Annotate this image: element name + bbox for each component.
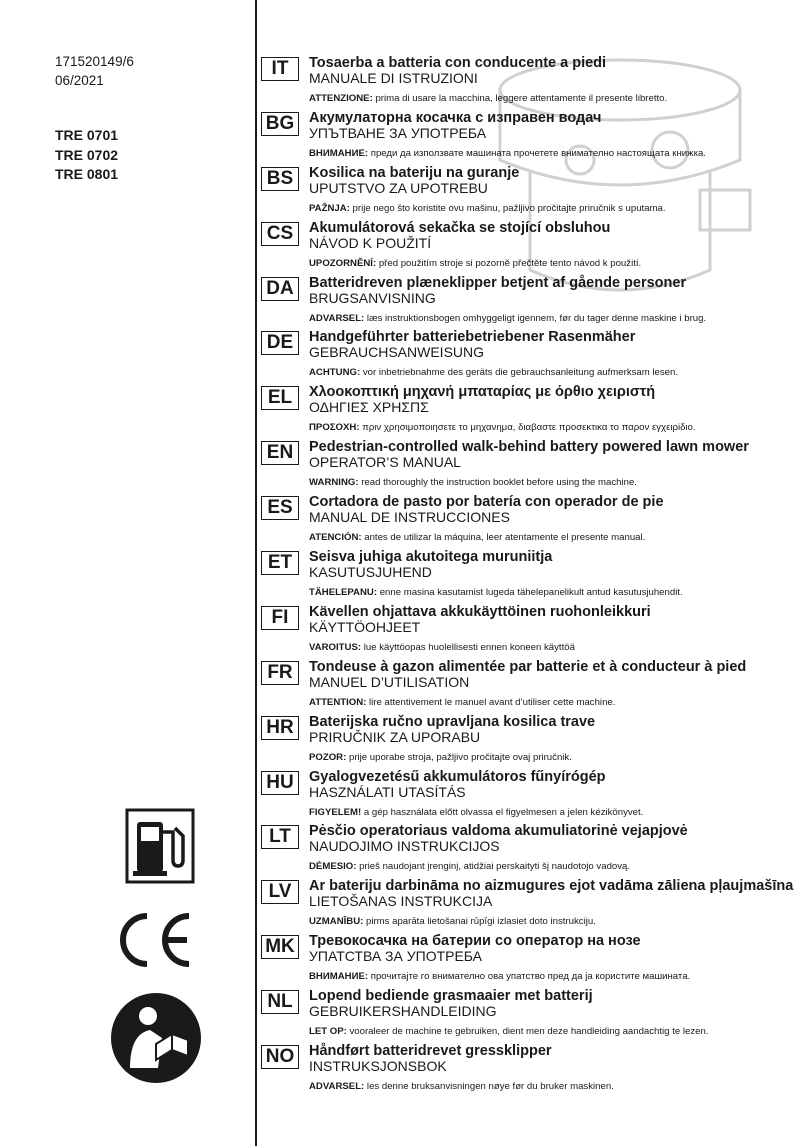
language-code-badge: DE <box>261 331 299 355</box>
warning-label: ADVARSEL: <box>309 1081 365 1093</box>
warning-body: lire attentivement le manuel avant d’utiliser cette machine. <box>366 696 616 708</box>
manual-subtitle: UPUTSTVO ZA UPOTREBU <box>309 179 488 196</box>
manual-subtitle: KASUTUSJUHEND <box>309 564 432 581</box>
product-title: Lopend bediende grasmaaier met batterij <box>309 988 593 1005</box>
warning-text <box>309 752 572 764</box>
warning-text <box>309 313 706 325</box>
model-list <box>55 126 118 185</box>
warning-label: WARNING: <box>309 477 359 489</box>
product-title: Akumulátorová sekačka se stojící obsluhou <box>309 219 611 236</box>
warning-body: read thoroughly the instruction booklet before using the machine. <box>358 477 637 489</box>
warning-label: ВНИМАНИЕ: <box>309 971 369 983</box>
warning-label: LET OP: <box>309 1026 347 1038</box>
product-title: Тревокосачка на батерии со оператор на нозе <box>309 933 641 950</box>
manual-subtitle: УПАТСТВА ЗА УПОТРЕБА <box>309 948 483 965</box>
product-title: Cortadora de pasto por batería con operador de pie <box>309 494 664 511</box>
language-entry-bg <box>261 110 801 165</box>
product-title: Kosilica na bateriju na guranje <box>309 164 520 181</box>
language-list <box>261 55 801 1098</box>
document-number: 171520149/6 <box>55 54 134 69</box>
ce-mark-icon <box>113 910 195 970</box>
warning-text <box>309 642 575 654</box>
language-entry-lv <box>261 878 801 933</box>
language-code-badge: HR <box>261 716 299 740</box>
warning-body: lue käyttöopas huolellisesti ennen koneen käyttöä <box>361 641 575 653</box>
document-date: 06/2021 <box>55 73 104 88</box>
document-info <box>55 52 134 90</box>
warning-text <box>309 916 596 928</box>
language-code-badge: BG <box>261 112 299 136</box>
language-entry-de <box>261 329 801 384</box>
language-code-badge: LT <box>261 825 299 849</box>
warning-body: læs instruktionsbogen omhyggeligt igennem, før du tager denne maskine i brug. <box>364 312 707 324</box>
language-code-badge: EL <box>261 386 299 410</box>
language-entry-mk <box>261 933 801 988</box>
warning-label: ATTENTION: <box>309 696 367 708</box>
warning-text <box>309 93 667 105</box>
warning-text <box>309 807 643 819</box>
warning-body: πριν χρησιμοποιησετε το μηχανημα, διαβαστε προσεκτικα το παρον εγχειρiδιο. <box>359 422 696 434</box>
warning-label: DĖMESIO: <box>309 861 357 873</box>
language-entry-it <box>261 55 801 110</box>
warning-body: prije nego što koristite ovu mašinu, pažljivo pročitajte priručnik s uputama. <box>349 202 666 214</box>
warning-text <box>309 861 630 873</box>
warning-label: ATENCIÓN: <box>309 532 362 544</box>
language-entry-hr <box>261 714 801 769</box>
product-title: Seisva juhiga akutoitega muruniitja <box>309 549 553 566</box>
language-code-badge: FI <box>261 606 299 630</box>
model-name: TRE 0702 <box>55 146 119 163</box>
language-code-badge: CS <box>261 222 299 246</box>
manual-subtitle: MANUEL D’UTILISATION <box>309 673 470 690</box>
manual-subtitle: УПЪТВАНЕ ЗА УПОТРЕБА <box>309 124 487 141</box>
language-code-badge: DA <box>261 277 299 301</box>
warning-label: FIGYELEM! <box>309 806 362 818</box>
warning-body: прочитајте го внимателно ова упатство пред да ја користите машината. <box>368 971 691 983</box>
warning-label: PAŽNJA: <box>309 202 350 214</box>
warning-label: POZOR: <box>309 751 347 763</box>
manual-subtitle: KÄYTTÖOHJEET <box>309 618 421 635</box>
warning-text <box>309 367 678 379</box>
language-code-badge: IT <box>261 57 299 81</box>
warning-label: ΠΡΟΣΟΧΗ: <box>309 422 360 434</box>
language-code-badge: NL <box>261 990 299 1014</box>
warning-body: a gép használata előtt olvassa el figyelmesen a jelen kézikönyvet. <box>361 806 644 818</box>
language-entry-fi <box>261 604 801 659</box>
product-title: Baterijska ručno upravljana kosilica trave <box>309 713 596 730</box>
warning-text <box>309 587 683 599</box>
manual-subtitle: LIETOŠANAS INSTRUKCIJA <box>309 893 493 910</box>
product-title: Handgeführter batteriebetriebener Rasenmäher <box>309 329 636 346</box>
product-title: Акумулаторна косачка с изправен водач <box>309 109 602 126</box>
warning-label: UPOZORNĚNÍ: <box>309 257 377 269</box>
manual-subtitle: BRUGSANVISNING <box>309 289 436 306</box>
language-entry-es <box>261 494 801 549</box>
language-code-badge: NO <box>261 1045 299 1069</box>
warning-text <box>309 258 641 270</box>
read-manual-icon <box>110 992 202 1084</box>
warning-body: les denne bruksanvisningen nøye før du bruker maskinen. <box>364 1081 614 1093</box>
language-entry-en <box>261 439 801 494</box>
warning-label: UZMANĪBU: <box>309 916 364 928</box>
manual-subtitle: PRIRUČNIK ZA UPORABU <box>309 728 481 745</box>
warning-body: pirms aparāta lietošanai rūpīgi izlasiet doto instrukciju. <box>363 916 596 928</box>
product-title: Tosaerba a batteria con conducente a piedi <box>309 55 607 71</box>
language-code-badge: LV <box>261 880 299 904</box>
language-code-badge: HU <box>261 771 299 795</box>
warning-label: TÄHELEPANU: <box>309 587 378 599</box>
manual-subtitle: HASZNÁLATI UTASÍTÁS <box>309 783 466 800</box>
warning-body: prije uporabe stroja, pažljivo pročitajte ovaj priručnik. <box>346 751 572 763</box>
language-entry-da <box>261 275 801 330</box>
language-entry-lt <box>261 823 801 878</box>
product-title: Batteridreven plæneklipper betjent af gående personer <box>309 274 687 291</box>
language-code-badge: EN <box>261 441 299 465</box>
manual-subtitle: ΟΔΗΓΙΕΣ ΧΡΗΣΠΣ <box>309 399 429 416</box>
language-entry-cs <box>261 220 801 275</box>
warning-body: antes de utilizar la máquina, leer atentamente el presente manual. <box>361 532 646 544</box>
product-title: Tondeuse à gazon alimentée par batterie et à conducteur à pied <box>309 658 747 675</box>
model-name: TRE 0801 <box>55 166 119 182</box>
manual-subtitle: OPERATOR’S MANUAL <box>309 454 461 471</box>
product-title: Kävellen ohjattava akkukäyttöinen ruohonleikkuri <box>309 603 651 620</box>
language-code-badge: FR <box>261 661 299 685</box>
warning-label: VAROITUS: <box>309 641 362 653</box>
product-title: Gyalogvezetésű akkumulátoros fűnyírógép <box>309 768 606 785</box>
warning-label: ATTENZIONE: <box>309 93 373 104</box>
vertical-divider <box>255 0 257 1146</box>
manual-subtitle: NÁVOD K POUŽITÍ <box>309 234 432 251</box>
language-code-badge: ES <box>261 496 299 520</box>
language-code-badge: BS <box>261 167 299 191</box>
warning-text <box>309 203 666 215</box>
warning-label: ACHTUNG: <box>309 367 361 379</box>
warning-text <box>309 1026 708 1038</box>
warning-body: prieš naudojant įrenginį, atidžiai perskaityti šį naudotojo vadovą. <box>356 861 631 873</box>
manual-subtitle: MANUAL DE INSTRUCCIONES <box>309 509 510 526</box>
manual-subtitle: NAUDOJIMO INSTRUKCIJOS <box>309 838 500 855</box>
fuel-pump-icon <box>125 808 195 884</box>
product-title: Pėsčio operatoriaus valdoma akumuliatorinė vejapjovė <box>309 823 688 840</box>
model-name: TRE 0701 <box>55 127 119 143</box>
manual-subtitle: GEBRAUCHSANWEISUNG <box>309 344 485 361</box>
language-entry-nl <box>261 988 801 1043</box>
warning-text <box>309 697 615 709</box>
warning-text <box>309 532 645 544</box>
warning-body: vooraleer de machine te gebruiken, dient men deze handleiding aandachtig te lezen. <box>346 1026 709 1038</box>
manual-subtitle: INSTRUKSJONSBOK <box>309 1058 447 1075</box>
warning-text <box>309 422 696 434</box>
manual-subtitle: MANUALE DI ISTRUZIONI <box>309 70 478 86</box>
product-title: Håndført batteridrevet gressklipper <box>309 1043 552 1060</box>
language-entry-et <box>261 549 801 604</box>
warning-body: vor inbetriebnahme des geräts die gebrauchsanleitung aufmerksam lesen. <box>360 367 679 379</box>
language-entry-hu <box>261 769 801 824</box>
warning-text <box>309 1081 614 1093</box>
language-entry-bs <box>261 165 801 220</box>
language-code-badge: ET <box>261 551 299 575</box>
language-entry-no <box>261 1043 801 1098</box>
warning-body: enne masina kasutamist lugeda tähelepanelikult antud kasutusjuhendit. <box>377 587 683 599</box>
warning-text <box>309 971 690 983</box>
language-entry-el <box>261 384 801 439</box>
warning-text <box>309 148 706 160</box>
warning-label: ADVARSEL: <box>309 312 365 324</box>
warning-body: před použitím stroje si pozorně přečtěte tento návod k použití. <box>376 257 642 269</box>
product-title: Pedestrian-controlled walk-behind battery powered lawn mower <box>309 439 749 456</box>
warning-body: prima di usare la macchina, leggere attentamente il presente libretto. <box>372 93 668 104</box>
language-code-badge: MK <box>261 935 299 959</box>
warning-text <box>309 477 637 489</box>
warning-label: ВНИМАНИЕ: <box>309 147 369 159</box>
manual-subtitle: GEBRUIKERSHANDLEIDING <box>309 1003 497 1020</box>
product-title: Ar bateriju darbināma no aizmugures ejot vadāma zāliena pļaujmašīna <box>309 878 794 895</box>
product-title: Χλοοκοπτική μηχανή μπαταρίας με όρθιο χειριστή <box>309 384 656 401</box>
language-entry-fr <box>261 659 801 714</box>
warning-body: преди да използвате машината прочетете внимателно настоящата книжка. <box>368 147 706 159</box>
